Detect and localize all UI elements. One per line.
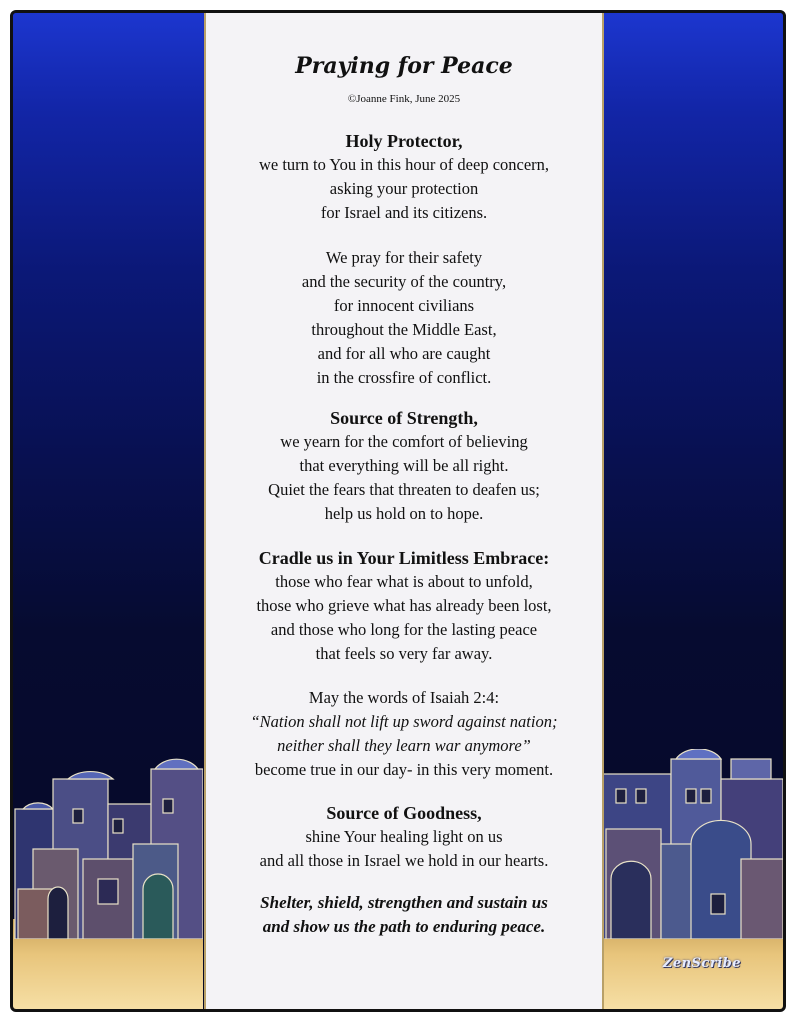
poem-line: we yearn for the comfort of believing: [280, 432, 528, 451]
poem-line: Quiet the fears that threaten to deafen us;: [268, 480, 540, 499]
prayer-panel: [204, 13, 604, 1009]
stanza-heading: Holy Protector,: [345, 131, 463, 151]
stanza-heading: Source of Strength,: [330, 408, 478, 428]
scripture-quote-line: neither shall they learn war anymore”: [277, 736, 531, 755]
poem-line: and all those in Israel we hold in our hearts.: [259, 851, 549, 870]
right-jerusalem-skyline-illustration: [601, 749, 783, 939]
poem-line: and those who long for the lasting peace: [270, 620, 538, 639]
poem-line: help us hold on to hope.: [324, 504, 484, 523]
stanza-2: [206, 246, 602, 390]
poem-line: those who grieve what has already been lost,: [256, 596, 552, 615]
zenscribe-signature: ZenScribe: [662, 956, 741, 971]
poem-line: and for all who are caught: [317, 344, 491, 363]
scripture-quote-line: “Nation shall not lift up sword against nation;: [250, 712, 558, 731]
poem-line: become true in our day- in this very moment.: [254, 760, 554, 779]
right-night-panel: [601, 13, 783, 1009]
closing-line: Shelter, shield, strengthen and sustain us: [260, 893, 548, 912]
left-night-panel: [13, 13, 203, 1009]
poem-line: We pray for their safety: [325, 248, 483, 267]
poem-line: that everything will be all right.: [299, 456, 509, 475]
poem-title: Praying for Peace: [295, 53, 513, 79]
poster-frame: [10, 10, 786, 1012]
poem-line: in the crossfire of conflict.: [316, 368, 492, 387]
stanza-heading: Cradle us in Your Limitless Embrace:: [258, 548, 550, 568]
poem-line: and the security of the country,: [301, 272, 507, 291]
stanza-heading: Source of Goodness,: [326, 803, 482, 823]
stanza-closing: [206, 891, 602, 939]
poem-line: asking your protection: [329, 179, 479, 198]
poem-line: those who fear what is about to unfold,: [275, 572, 533, 591]
stanza-1: [206, 129, 602, 225]
poem-line: May the words of Isaiah 2:4:: [308, 688, 500, 707]
poem-line: for Israel and its citizens.: [320, 203, 488, 222]
stanza-5: [206, 686, 602, 782]
stanza-4: [206, 546, 602, 666]
stanza-6: [206, 801, 602, 873]
poem-line: we turn to You in this hour of deep concern,: [258, 155, 550, 174]
closing-line: and show us the path to enduring peace.: [262, 917, 546, 936]
poem-line: that feels so very far away.: [315, 644, 493, 663]
author-credit: ©Joanne Fink, June 2025: [347, 93, 461, 105]
poem-line: throughout the Middle East,: [311, 320, 497, 339]
poem-line: shine Your healing light on us: [305, 827, 503, 846]
stanza-3: [206, 406, 602, 526]
poem-line: for innocent civilians: [333, 296, 475, 315]
left-jerusalem-skyline-illustration: [13, 749, 203, 939]
